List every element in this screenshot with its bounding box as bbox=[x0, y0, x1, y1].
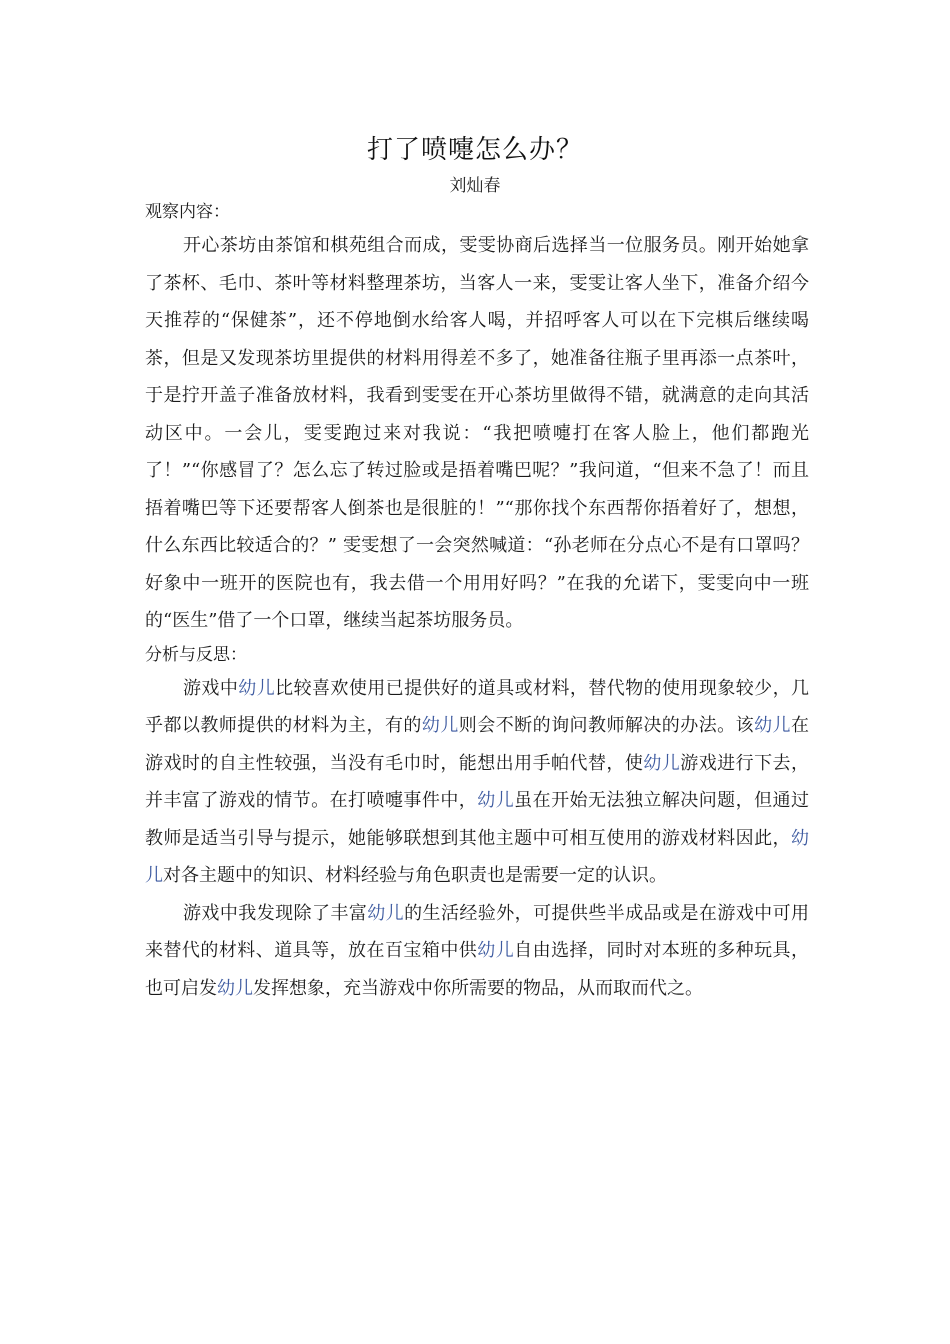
observation-paragraph bbox=[145, 227, 809, 640]
section-heading-observation: 观察内容： bbox=[145, 202, 230, 222]
document-body bbox=[145, 197, 809, 1007]
paragraph-text: 游戏进行下去，并丰富了游戏的情节。在打喷嚏事件中， bbox=[145, 752, 810, 811]
paragraph-text: 在游戏时的自主性较强，当没有毛巾时，能想出用手帕代替，使 bbox=[145, 715, 810, 774]
document-title: 打了喷嚏怎么办？ bbox=[366, 135, 583, 165]
paragraph-text: 开心茶坊由茶馆和棋苑组合而成，雯雯协商后选择当一位服务员。刚开始她拿了茶杯、毛巾、茶叶等材料整理茶坊，当客人一来，雯雯让客人坐下，准备介绍今天推荐的“保健茶”，还不停地倒水给客人喝，并招呼客人可以在下完棋后继续喝茶，但是又发现茶坊里提供的材料用得差不多了，她准备往瓶子里再添一点茶叶，于是拧开盖子准备放材料，我看到雯雯在开心茶坊里做得不错，就满意的走向其活动区中。一会儿，雯雯跑过来对我说：“我把喷嚏打在客人脸上，他们都跑光了！”“你感冒了？怎么忘了转过脸或是捂着嘴巴呢？”我问道，“但来不急了！而且捂着嘴巴等下还要帮客人倒茶也是很脏的！”“那你找个东西帮你捂着好了，想想，什么东西比较适合的？” 雯雯想了一会突然喊道：“孙老师在分点心不是有口罩吗？好象中一班开的医院也有，我去借一个用用好吗？”在我的允诺下，雯雯向中一班的“医生”借了一个口罩，继续当起茶坊服务员。 bbox=[145, 235, 809, 631]
keyword-link[interactable]: 幼儿 bbox=[421, 715, 459, 736]
paragraph-text: 则会不断的询问教师解决的办法。该 bbox=[458, 715, 755, 736]
keyword-link[interactable]: 幼儿 bbox=[367, 902, 405, 924]
keyword-link[interactable]: 幼儿 bbox=[754, 715, 792, 736]
paragraph-text: 发挥想象，充当游戏中你所需要的物品，从而取而代之。 bbox=[253, 977, 703, 999]
document-author: 刘灿春 bbox=[449, 176, 501, 196]
paragraph-text: 对各主题中的知识、材料经验与角色职责也是需要一定的认识。 bbox=[163, 865, 667, 886]
analysis-paragraph-2 bbox=[145, 895, 809, 1008]
section-heading-analysis: 分析与反思： bbox=[145, 644, 247, 665]
paragraph-text: 比较喜欢使用已提供好的道具或材料，替代物的使用现象较少，几乎都以教师提供的材料为主，有的 bbox=[145, 677, 810, 736]
section-observation bbox=[145, 197, 809, 640]
paragraph-text: 虽在开始无法独立解决问题，但通过教师是适当引导与提示，她能够联想到其他主题中可相互使用的游戏材料因此， bbox=[145, 790, 810, 849]
section-analysis bbox=[145, 640, 809, 1008]
keyword-link[interactable]: 幼儿 bbox=[145, 827, 809, 886]
paragraph-text: 游戏中我发现除了丰富 bbox=[183, 902, 368, 924]
keyword-link[interactable]: 幼儿 bbox=[238, 677, 276, 699]
analysis-paragraph-1 bbox=[145, 670, 809, 895]
paragraph-text: 自由选择，同时对本班的多种玩具，也可启发 bbox=[145, 940, 810, 999]
keyword-link[interactable]: 幼儿 bbox=[217, 977, 253, 999]
keyword-link[interactable]: 幼儿 bbox=[477, 940, 515, 961]
keyword-link[interactable]: 幼儿 bbox=[643, 752, 681, 774]
paragraph-text: 的生活经验外，可提供些半成品或是在游戏中可用来替代的材料、道具等，放在百宝箱中供 bbox=[145, 902, 810, 961]
paragraph-text: 游戏中 bbox=[183, 677, 239, 699]
keyword-link[interactable]: 幼儿 bbox=[477, 790, 515, 811]
